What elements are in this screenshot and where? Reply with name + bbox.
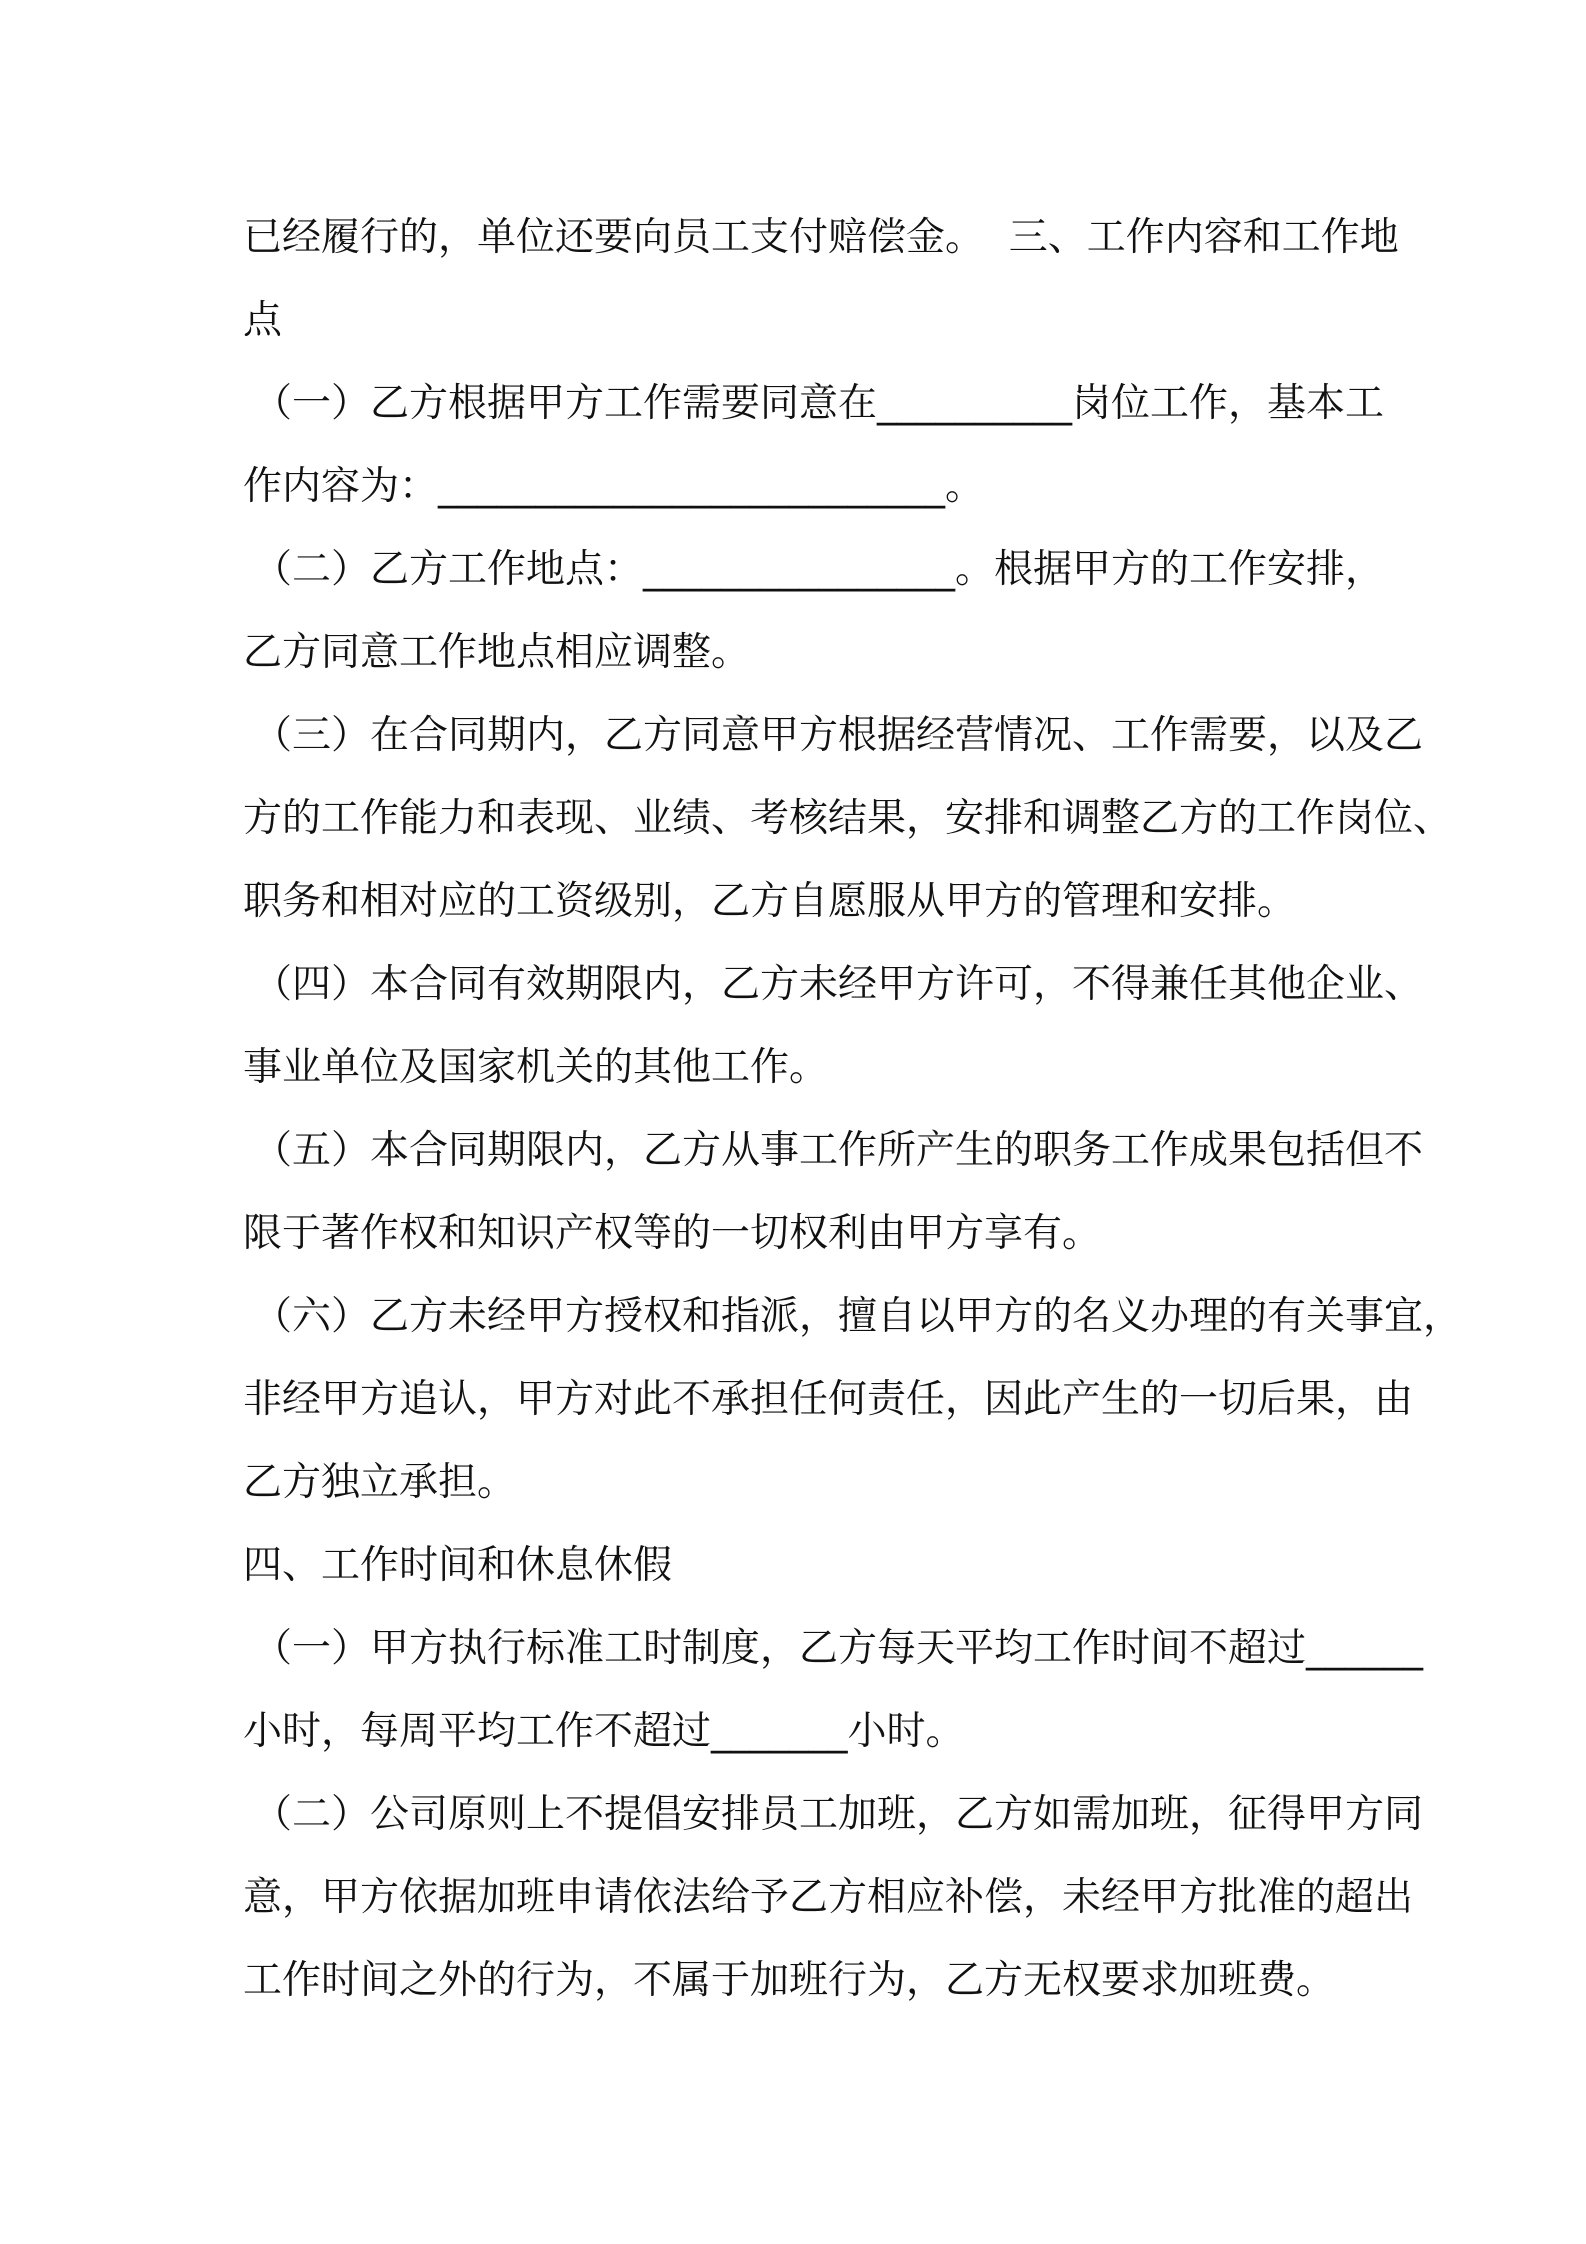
- text-line: 方的工作能力和表现、业绩、考核结果，安排和调整乙方的工作岗位、: [243, 796, 1453, 841]
- text-line: 作内容为：__________________________。: [243, 464, 985, 509]
- section-4-heading: 四、工作时间和休息休假: [243, 1543, 673, 1588]
- clause-4-1-line: （一）甲方执行标准工时制度，乙方每天平均工作时间不超过______: [253, 1626, 1424, 1671]
- clause-3-3-line: （三）在合同期内，乙方同意甲方根据经营情况、工作需要，以及乙: [253, 713, 1424, 758]
- text-line: 意，甲方依据加班申请依法给予乙方相应补偿，未经甲方批准的超出: [243, 1875, 1414, 1920]
- text-line: 乙方独立承担。: [243, 1460, 517, 1505]
- text-line: 职务和相对应的工资级别，乙方自愿服从甲方的管理和安排。: [243, 879, 1297, 924]
- text-line: 小时，每周平均工作不超过_______小时。: [243, 1709, 965, 1754]
- clause-3-4-line: （四）本合同有效期限内，乙方未经甲方许可，不得兼任其他企业、: [253, 962, 1424, 1007]
- text-line: 事业单位及国家机关的其他工作。: [243, 1045, 829, 1090]
- clause-3-6-line: （六）乙方未经甲方授权和指派，擅自以甲方的名义办理的有关事宜，: [253, 1294, 1463, 1339]
- clause-3-1-line: （一）乙方根据甲方工作需要同意在__________岗位工作，基本工: [253, 381, 1385, 426]
- clause-4-2-line: （二）公司原则上不提倡安排员工加班，乙方如需加班，征得甲方同: [253, 1792, 1424, 1837]
- text-line: 限于著作权和知识产权等的一切权利由甲方享有。: [243, 1211, 1102, 1256]
- text-line: 乙方同意工作地点相应调整。: [243, 630, 751, 675]
- text-line: 已经履行的，单位还要向员工支付赔偿金。 三、工作内容和工作地: [243, 215, 1399, 260]
- clause-3-5-line: （五）本合同期限内，乙方从事工作所产生的职务工作成果包括但不: [253, 1128, 1424, 1173]
- clause-3-2-line: （二）乙方工作地点：________________。根据甲方的工作安排，: [253, 547, 1385, 592]
- text-line: 工作时间之外的行为，不属于加班行为，乙方无权要求加班费。: [243, 1958, 1336, 2003]
- text-line: 点: [243, 298, 283, 343]
- contract-text: [243, 196, 1463, 2022]
- text-line: 非经甲方追认，甲方对此不承担任何责任，因此产生的一切后果，由: [243, 1377, 1414, 1422]
